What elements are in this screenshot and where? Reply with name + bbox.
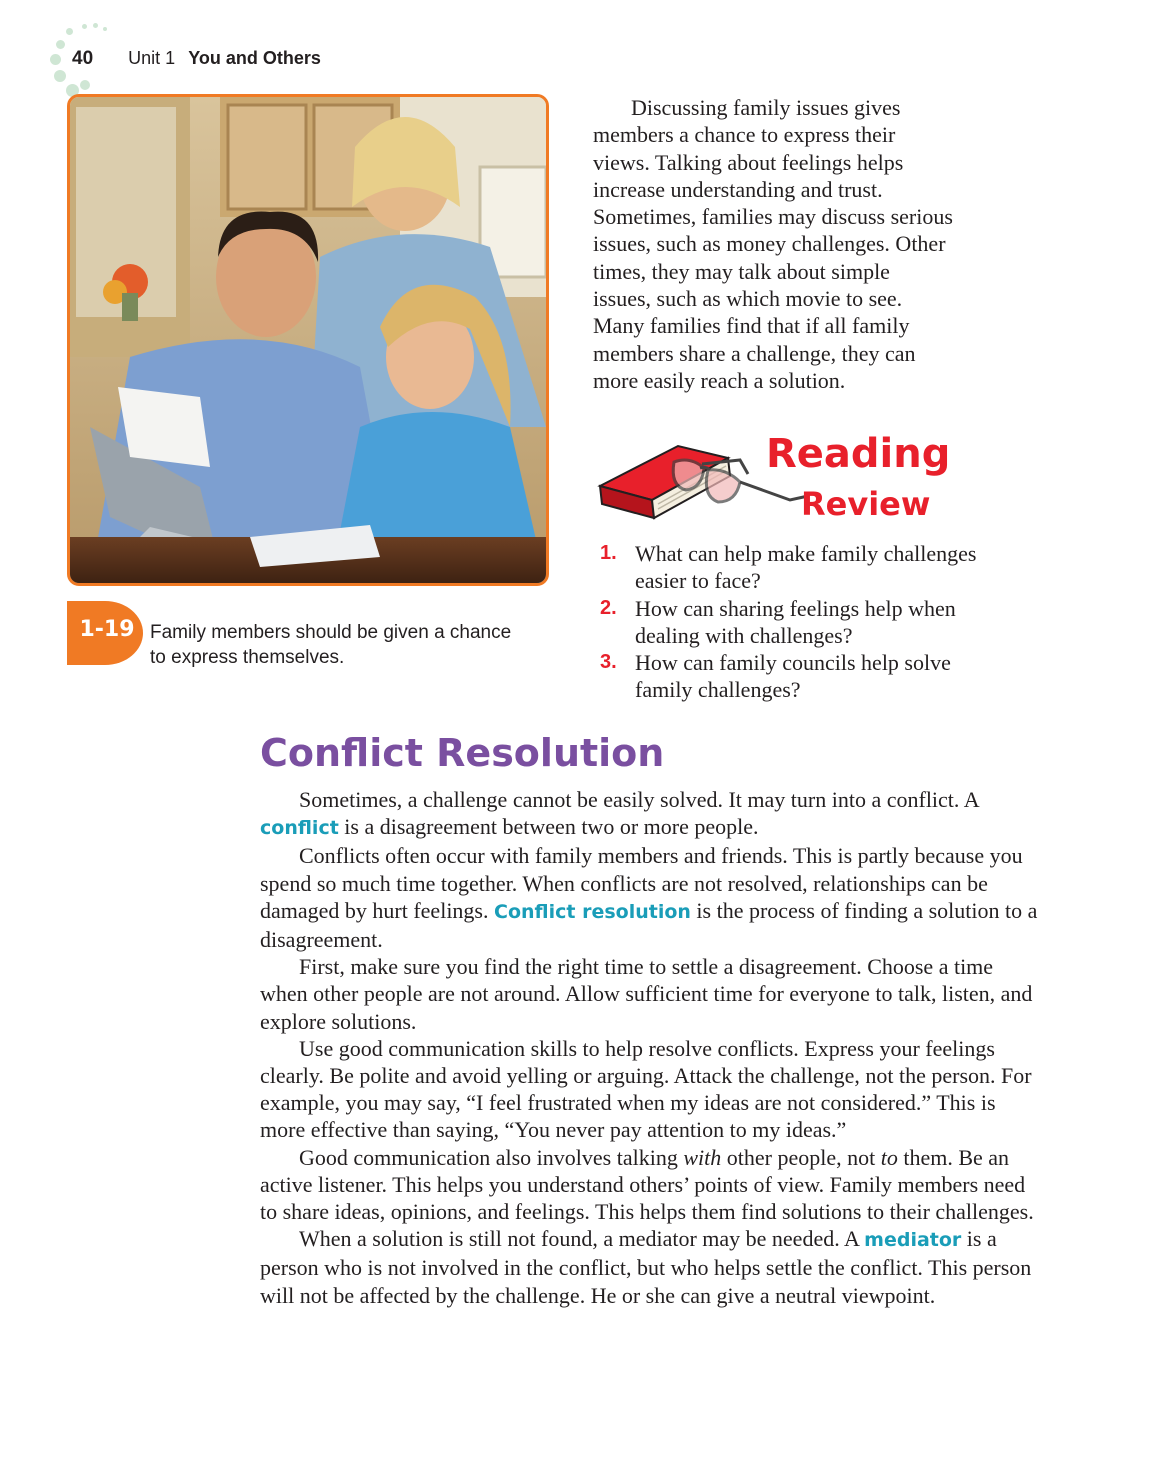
unit-title: You and Others [188, 48, 321, 68]
question-line: easier to face? [635, 568, 761, 594]
emphasis: with [683, 1144, 722, 1170]
question-number: 3. [600, 651, 617, 674]
text-run: Conflicts often occur with family members and friends. This is partly because you spend so much time together. When conflicts are not resolved, relationships can be damaged by hurt feelings. [260, 843, 1023, 923]
running-header [72, 48, 321, 74]
text-run: is the process of finding a solution to a disagreement. [260, 897, 1038, 953]
paragraph [260, 1225, 1040, 1309]
family-photo [67, 94, 549, 586]
intro-line: increase understanding and trust. [593, 176, 883, 202]
paragraph [260, 1144, 1040, 1226]
intro-line: issues, such as which movie to see. [593, 286, 903, 312]
paragraph: First, make sure you find the right time to settle a disagreement. Choose a time when other people are not around. Allow sufficient time for everyone to talk, listen, and explore solutions. [260, 954, 1033, 1034]
review-question [600, 649, 1040, 704]
paragraph [260, 842, 1040, 953]
paragraph: Use good communication skills to help resolve conflicts. Express your feelings clearly. Be polite and avoid yelling or arguing. Attack the challenge, not the person. For example, you may say, “I feel frustrated when my ideas are not considered.” This is more effective than saying, “You never pay attention to my ideas.” [260, 1035, 1032, 1143]
question-line: How can family councils help solve [635, 650, 951, 676]
caption-line: Family members should be given a chance [150, 622, 512, 643]
figure-number: 1-19 [79, 617, 135, 642]
review-questions [600, 540, 1040, 704]
figure-caption [150, 620, 550, 670]
question-line: family challenges? [635, 677, 801, 703]
review-question [600, 595, 1040, 650]
intro-line: views. Talking about feelings helps [593, 149, 904, 175]
key-term-conflict-resolution: Conflict resolution [494, 900, 691, 923]
emphasis: to [880, 1144, 898, 1170]
question-line: What can help make family challenges [635, 541, 977, 566]
section-body [260, 786, 1040, 1309]
text-run: other people, not [721, 1144, 881, 1170]
question-line: How can sharing feelings help when [635, 595, 956, 621]
reading-review-title: Reading [766, 431, 951, 477]
text-run: Sometimes, a challenge cannot be easily solved. It may turn into a conflict. A [299, 787, 979, 812]
intro-line: times, they may talk about simple [593, 258, 890, 284]
question-line: dealing with challenges? [635, 622, 853, 648]
paragraph [260, 786, 1040, 842]
question-number: 2. [600, 596, 617, 619]
page-number: 40 [72, 48, 94, 69]
unit-label: Unit 1 [128, 48, 176, 68]
intro-line: Many families find that if all family [593, 313, 910, 339]
reading-review-subtitle: Review [801, 485, 931, 523]
review-question [600, 540, 1040, 595]
key-term-mediator: mediator [864, 1229, 962, 1252]
intro-paragraph [593, 94, 1033, 394]
intro-line: Sometimes, families may discuss serious [593, 204, 953, 230]
intro-line: members a chance to express their [593, 122, 896, 148]
section-heading: Conflict Resolution [260, 731, 665, 775]
intro-line: more easily reach a solution. [593, 367, 846, 393]
text-run: is a person who is not involved in the conflict, but who helps settle the conflict. This person will not be affected by the challenge. He or she can give a neutral viewpoint. [260, 1226, 1032, 1308]
intro-line: members share a challenge, they can [593, 340, 916, 366]
question-number: 1. [600, 542, 617, 564]
caption-line: to express themselves. [150, 647, 345, 668]
intro-line: Discussing family issues gives [631, 95, 901, 120]
key-term-conflict: conflict [260, 817, 339, 840]
text-run: them. Be an active listener. This helps you understand others’ points of view. Family members need to share ideas, opinions, and feelings. This helps them find solutions to their challenges. [260, 1144, 1034, 1225]
text-run: When a solution is still not found, a mediator may be needed. A [299, 1226, 865, 1252]
intro-line: issues, such as money challenges. Other [593, 231, 946, 257]
text-run: Good communication also involves talking [299, 1144, 684, 1170]
text-run: is a disagreement between two or more people. [338, 814, 759, 840]
